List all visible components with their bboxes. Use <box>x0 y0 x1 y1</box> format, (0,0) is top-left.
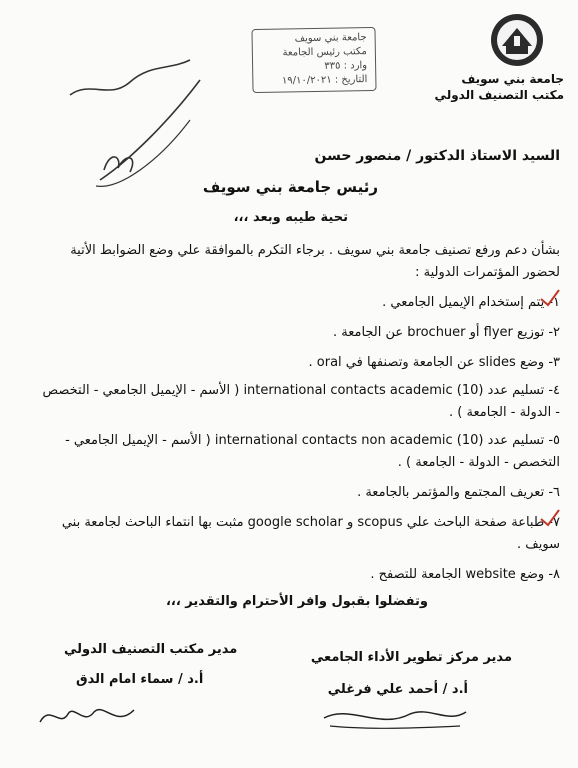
stamp-line-4: التاريخ : ١٩/١٠/٢٠٢١ <box>281 74 368 87</box>
stamp-line-2: مكتب رئيس الجامعة <box>282 46 367 59</box>
handwritten-annotation <box>60 40 210 190</box>
letter-closing: وتفضلوا بقبول وافر الأحترام والتقدير ،،، <box>165 594 428 609</box>
intro-line-1: بشأن دعم ورفع تصنيف جامعة بني سويف . برجاء التكرم بالموافقة علي وضع الضوابط الأتية <box>70 243 560 258</box>
letter-addressee: السيد الاستاذ الدكتور / منصور حسن <box>314 148 560 164</box>
letter-title: رئيس جامعة بني سويف <box>202 178 378 196</box>
red-check-mark-icon <box>538 506 562 530</box>
incoming-stamp <box>251 27 376 93</box>
item-7-line-2: سويف . <box>517 537 560 552</box>
signature-right-title: مدير مركز تطوير الأداء الجامعي <box>310 650 512 665</box>
stamp-line-3: وارد : ٣٣٥ <box>324 60 368 72</box>
item-5-line-2: التخصص - الدولة - الجامعة ) . <box>397 455 560 470</box>
header-office: مكتب التصنيف الدولي <box>434 88 564 102</box>
item-2: ٢- توزيع flyer أو brochuer عن الجامعة . <box>332 325 560 340</box>
intro-line-2: لحضور المؤتمرات الدولية : <box>415 265 560 280</box>
header-university: جامعة بني سويف <box>461 72 564 86</box>
signature-right-name: أ.د / أحمد علي فرغلي <box>327 682 468 697</box>
signature-left-name: أ.د / سماء امام الدق <box>76 672 204 687</box>
item-4-line-1: ٤- تسليم عدد (10) international contacts academic ( الأسم - الإيميل الجامعي - التخصص <box>42 383 560 398</box>
item-1: ١- يتم إستخدام الإيميل الجامعي . <box>382 295 560 310</box>
right-handwritten-signature <box>320 700 470 736</box>
red-check-mark-icon <box>538 286 562 310</box>
item-8: ٨- وضع website الجامعة للتصفح . <box>370 567 560 582</box>
left-handwritten-signature <box>34 698 144 738</box>
item-6: ٦- تعريف المجتمع والمؤتمر بالجامعة . <box>357 485 560 500</box>
signature-left-title: مدير مكتب التصنيف الدولي <box>64 642 238 657</box>
university-logo-icon <box>484 10 550 74</box>
stamp-line-1: جامعة بني سويف <box>294 32 367 45</box>
item-3: ٣- وضع slides عن الجامعة وتصنفها في oral . <box>308 355 560 370</box>
item-4-line-2: - الدولة - الجامعة ) . <box>449 405 560 420</box>
item-7-line-1: ٧- طباعة صفحة الباحث علي scopus و google scholar مثبت بها انتماء الباحث لجامعة بني <box>61 515 560 530</box>
item-5-line-1: ٥- تسليم عدد (10) international contacts non academic ( الأسم - الإيميل الجامعي - <box>65 433 560 448</box>
letter-greeting: تحية طيبه وبعد ،،، <box>233 210 348 225</box>
